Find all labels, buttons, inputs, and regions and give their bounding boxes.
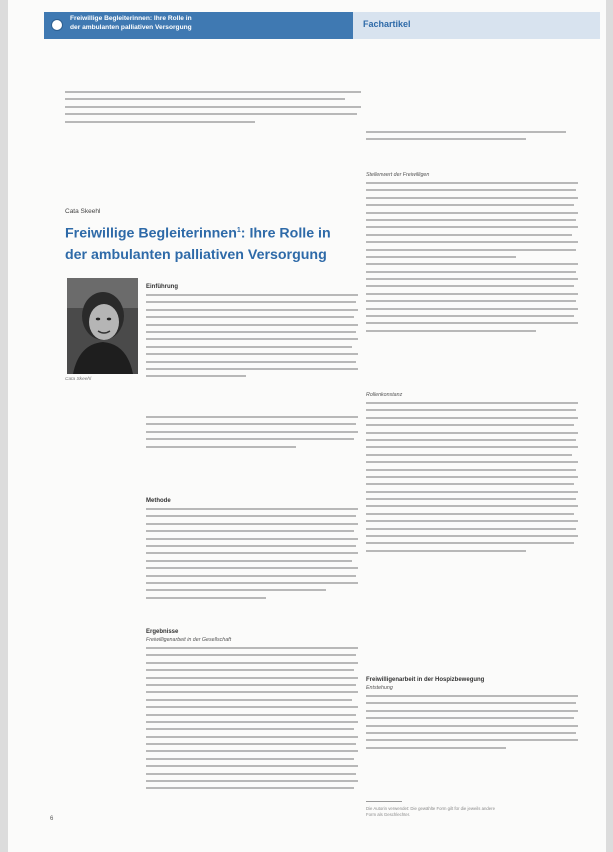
subheading-gesellschaft: Freiwilligenarbeit in der Gesellschaft	[146, 637, 232, 643]
header-title-line-2: der ambulanten palliativen Versorgung	[70, 24, 192, 31]
title-footnote-mark: 1	[236, 227, 241, 234]
right-column-intro	[366, 128, 566, 146]
footnote-rule	[366, 801, 402, 802]
subheading-entstehung: Entstehung	[366, 685, 393, 691]
heading-ergebnisse: Ergebnisse	[146, 629, 179, 635]
stellenwert-paragraph	[366, 180, 578, 337]
title-line-1: Freiwillige Begleiterinnen	[65, 225, 237, 242]
einfuehrung-paragraph-2	[146, 414, 358, 453]
portrait-image	[67, 278, 138, 374]
methode-paragraph	[146, 506, 358, 604]
section-label: Fachartikel	[363, 19, 411, 29]
hospizbewegung-paragraph	[366, 693, 578, 754]
author-photo	[67, 278, 138, 374]
intro-paragraph	[65, 88, 361, 128]
rollenkonstanz-paragraph	[366, 400, 578, 557]
heading-methode: Methode	[146, 498, 171, 504]
photo-caption: Cata Skeehl	[65, 377, 92, 382]
heading-einfuehrung: Einführung	[146, 284, 178, 290]
footnote	[366, 806, 495, 818]
article-title	[65, 220, 365, 266]
heading-hospizbewegung: Freiwilligenarbeit in der Hospizbewegung	[366, 677, 485, 683]
ergebnisse-paragraph	[146, 645, 358, 795]
page-number: 6	[50, 816, 54, 822]
author-name: Cata Skeehl	[65, 208, 101, 215]
header-title-line-1: Freiwillige Begleiterinnen: Ihre Rolle in	[70, 15, 192, 22]
page	[8, 0, 606, 852]
header-title	[70, 14, 320, 32]
subheading-stellenwert: Stellenwert der Freiwilligen	[366, 172, 430, 178]
einfuehrung-paragraph	[146, 292, 358, 383]
footnote-line-1: Die Autorin verwendet: Die gewählte Form gilt für die jeweils andere	[366, 806, 495, 811]
title-line-2: der ambulanten palliativen Versorgung	[65, 246, 327, 263]
subheading-rollenkonstanz: Rollenkonstanz	[366, 392, 403, 398]
bullet-icon	[51, 19, 63, 31]
title-line-1-end: : Ihre Rolle in	[240, 225, 331, 242]
footnote-line-2: Form als Geschlechter.	[366, 812, 411, 817]
